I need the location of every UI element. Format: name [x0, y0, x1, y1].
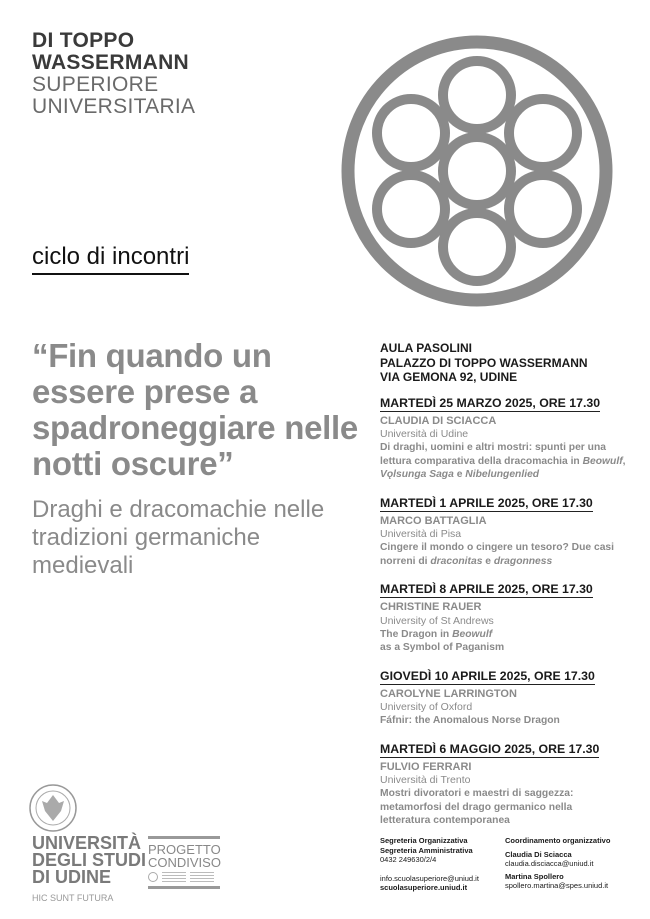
title-part: Di draghi, uomini e altri mostri: spunti per una lettura comparativa della dracomachia in [380, 442, 606, 467]
title-part: The Dragon in [380, 628, 453, 640]
uni-line: UNIVERSITÀ [32, 833, 142, 853]
university-logo [32, 835, 146, 907]
event-affiliation: University of Oxford [380, 701, 473, 713]
secretariat-contacts [380, 836, 479, 893]
title-part: Cingere il mondo o cingere un tesoro? Due casi norreni di [380, 542, 615, 567]
inst-line: UNIVERSITARIA [32, 95, 196, 118]
university-seal-icon [28, 783, 78, 833]
event-title [380, 441, 635, 482]
progetto-condiviso-logo [148, 836, 220, 889]
event-affiliation: Università di Trento [380, 774, 471, 786]
title-part: Nibelungenlied [465, 469, 540, 480]
coordination-contacts [505, 836, 610, 891]
event-title: Mostri divoratori e maestri di saggezza: metamorfosi del drago germanico nella letteratura contemporanea [380, 788, 574, 826]
event-speaker: MARCO BATTAGLIA [380, 514, 487, 527]
venue-line: PALAZZO DI TOPPO WASSERMANN [380, 355, 588, 370]
uni-motto: HIC SUNT FUTURA [32, 893, 114, 903]
event-title [380, 541, 635, 568]
subtitle: Draghi e dracomachie nelle tradizioni germaniche medievali [32, 496, 325, 579]
venue-line: AULA PASOLINI [380, 341, 472, 355]
title-part: e [482, 555, 494, 567]
quote-title: “Fin quando un essere prese a spadroneggiare nelle notti oscure” [32, 337, 358, 482]
inst-line: DI TOPPO [32, 29, 135, 52]
event-speaker: FULVIO FERRARI [380, 760, 472, 773]
contact-label: Segreteria Organizzativa [380, 836, 468, 845]
title-part: e [453, 469, 466, 480]
inst-line: WASSERMANN [32, 51, 190, 74]
title-part: draconitas [430, 555, 483, 567]
partner-logos-icon [148, 872, 220, 882]
pc-line: PROGETTO [148, 842, 221, 857]
event-date: MARTEDÌ 8 APRILE 2025, ORE 17.30 [380, 582, 593, 596]
title-part: , [622, 455, 626, 467]
contact-label: Coordinamento organizzativo [505, 836, 611, 845]
title-part: as a Symbol of Paganism [380, 642, 505, 653]
title-part: dragonness [493, 555, 553, 567]
inst-line: SUPERIORE [32, 73, 159, 96]
contact-email[interactable]: spollero.martina@spes.uniud.it [505, 881, 609, 890]
event [380, 667, 635, 728]
contact-website[interactable]: scuolasuperiore.uniud.it [380, 883, 468, 892]
event-speaker: CHRISTINE RAUER [380, 601, 482, 613]
title-part: Vǫlsunga Saga [380, 469, 454, 480]
event-date: MARTEDÌ 1 APRILE 2025, ORE 17.30 [380, 495, 593, 510]
event-title: Fáfnir: the Anomalous Norse Dragon [380, 715, 560, 726]
event-date: GIOVEDÌ 10 APRILE 2025, ORE 17.30 [380, 668, 595, 683]
institution-title [32, 30, 195, 118]
contact-label: Segreteria Amministrativa [380, 845, 473, 855]
series-label: ciclo di incontri [32, 243, 189, 275]
event [380, 580, 635, 655]
title-part: Beowulf [452, 628, 493, 640]
event [380, 494, 635, 569]
event [380, 394, 635, 482]
venue [380, 341, 635, 385]
event [380, 740, 635, 828]
event-affiliation: University of St Andrews [380, 614, 494, 627]
event-title [380, 628, 580, 655]
contact-name: Claudia Di Sciacca [505, 849, 572, 859]
contact-phone: 0432 249630/2/4 [380, 855, 437, 864]
event-affiliation: Università di Udine [380, 428, 469, 440]
uni-line: DEGLI STUDI [32, 850, 147, 870]
event-speaker: CAROLYNE LARRINGTON [380, 687, 517, 700]
event-date: MARTEDÌ 6 MAGGIO 2025, ORE 17.30 [380, 741, 600, 756]
event-date: MARTEDÌ 25 MARZO 2025, ORE 17.30 [380, 395, 601, 410]
pc-line: CONDIVISO [148, 855, 221, 870]
event-affiliation: Università di Pisa [380, 528, 462, 540]
contact-email[interactable]: claudia.disciacca@uniud.it [505, 859, 594, 868]
contact-name: Martina Spollero [505, 871, 564, 881]
title-part: Beowulf [582, 455, 623, 467]
uni-line: DI UDINE [32, 867, 112, 887]
program [380, 341, 635, 840]
contact-email[interactable]: info.scuolasuperiore@uniud.it [380, 873, 479, 883]
event-speaker: CLAUDIA DI SCIACCA [380, 414, 497, 427]
circles-logo-icon [340, 35, 615, 310]
venue-line: VIA GEMONA 92, UDINE [380, 370, 518, 384]
